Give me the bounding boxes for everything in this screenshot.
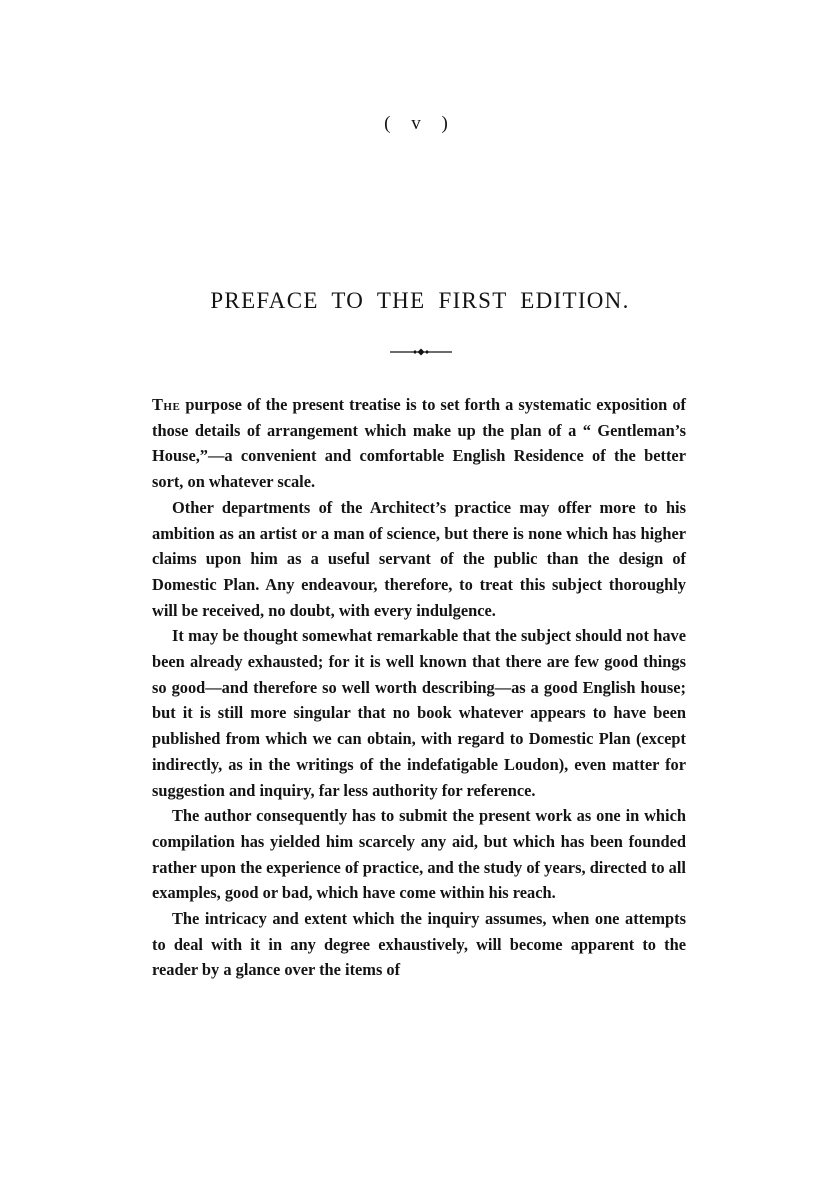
- page-title: PREFACE TO THE FIRST EDITION.: [210, 288, 630, 313]
- page-folio: ( v ): [384, 113, 456, 134]
- rule-with-diamond-ornament-icon: [390, 347, 452, 357]
- paragraph-2: Other departments of the Architect’s practice may offer more to his ambition as an artist or a man of science, but there is none which has higher claims upon him as a useful servant of the public than the design of Domestic Plan. Any endeavour, therefore, to treat this subject thoroughly will be received, no doubt, with every indulgence.: [152, 497, 686, 620]
- paragraph-5: The intricacy and extent which the inquiry assumes, when one attempts to deal with it in any degree exhaustively, will become apparent to the reader by a glance over the items of: [152, 909, 686, 980]
- preface-body: [152, 392, 686, 983]
- paragraph-lead-word: The: [152, 395, 181, 414]
- paragraph-1: [152, 392, 686, 495]
- paragraph-3: It may be thought somewhat remarkable that the subject should not have been already exhausted; for it is well known that there are few good things so good—and therefore so well worth describing—as a good English house; but it is still more singular that no book whatever appears to have been published from which we can obtain, with regard to Domestic Plan (except indirectly, as in the writings of the indefatigable Loudon), even matter for suggestion and inquiry, far less authority for reference.: [152, 626, 686, 800]
- paragraph-text: purpose of the present treatise is to set forth a systematic exposition of those details of arrangement which make up the plan of a “ Gentleman’s House,”—a convenient and comfortable English Residence of the better sort, on whatever scale.: [152, 395, 686, 492]
- paragraph-4: The author consequently has to submit the present work as one in which compilation has yielded him scarcely any aid, but which has been founded rather upon the experience of practice, and the study of years, directed to all examples, good or bad, which have come within his reach.: [152, 806, 686, 903]
